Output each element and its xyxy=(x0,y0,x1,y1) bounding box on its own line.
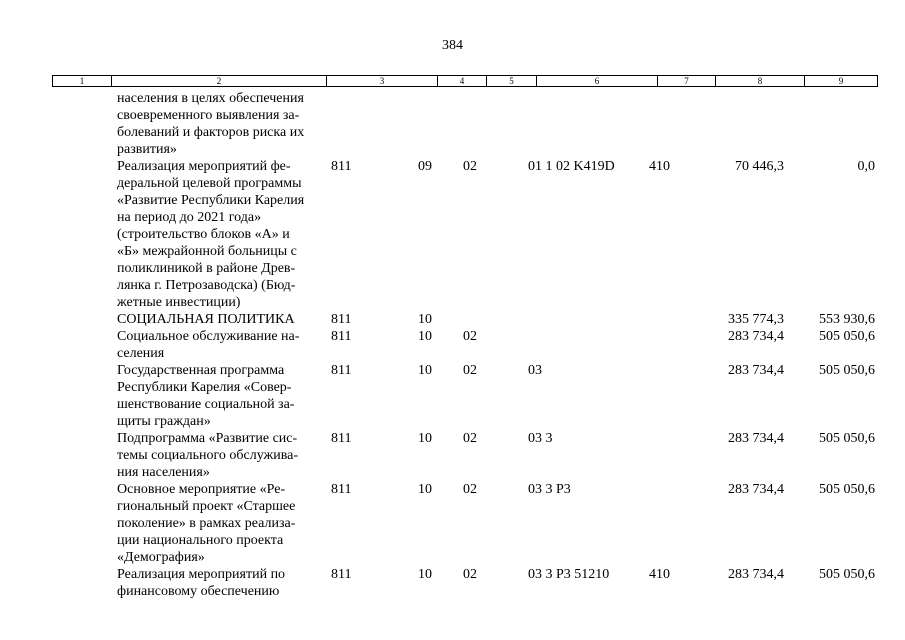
section-code: 09 xyxy=(418,159,432,174)
table-row xyxy=(0,430,905,481)
amount-year-2: 505 050,6 xyxy=(819,431,875,446)
ministry-code: 811 xyxy=(331,159,352,174)
target-article-code: 03 3 P3 51210 xyxy=(528,567,610,582)
table-row xyxy=(0,481,905,566)
amount-year-1: 70 446,3 xyxy=(735,159,784,174)
row-description xyxy=(117,362,322,430)
description-line: Социальное обслуживание на- xyxy=(117,329,300,344)
table-body xyxy=(0,90,905,600)
row-description xyxy=(117,481,322,566)
description-line: (строительство блоков «А» и xyxy=(117,227,290,242)
description-line: Государственная программа xyxy=(117,363,285,378)
description-line: «Демография» xyxy=(117,550,205,565)
ministry-code: 811 xyxy=(331,567,352,582)
ministry-code: 811 xyxy=(331,363,352,378)
description-line: гиональный проект «Старшее xyxy=(117,499,296,514)
description-line: лянка г. Петрозаводска) (Бюд- xyxy=(117,278,296,293)
amount-year-2: 505 050,6 xyxy=(819,329,875,344)
description-line: деральной целевой программы xyxy=(117,176,302,191)
header-col-8: 8 xyxy=(716,76,805,86)
amount-year-1: 283 734,4 xyxy=(728,363,784,378)
ministry-code: 811 xyxy=(331,482,352,497)
header-col-6: 6 xyxy=(537,76,658,86)
amount-year-2: 505 050,6 xyxy=(819,482,875,497)
section-code: 10 xyxy=(418,482,432,497)
section-code: 10 xyxy=(418,312,432,327)
description-line: своевременного выявления за- xyxy=(117,108,300,123)
description-line: «Развитие Республики Карелия xyxy=(117,193,305,208)
table-row xyxy=(0,158,905,311)
description-line: поколение» в рамках реализа- xyxy=(117,516,296,531)
expense-type-code: 410 xyxy=(649,567,670,582)
header-col-2: 2 xyxy=(112,76,327,86)
subsection-code: 02 xyxy=(463,159,477,174)
description-line: ния населения» xyxy=(117,465,210,480)
table-header-row xyxy=(52,75,878,87)
amount-year-2: 553 930,6 xyxy=(819,312,875,327)
target-article-code: 03 3 P3 xyxy=(528,482,571,497)
description-line: финансовому обеспечению xyxy=(117,584,280,599)
target-article-code: 01 1 02 K419D xyxy=(528,159,615,174)
header-col-4: 4 xyxy=(438,76,487,86)
table-row xyxy=(0,328,905,362)
description-line: Реализация мероприятий фе- xyxy=(117,159,291,174)
description-line: поликлиникой в районе Древ- xyxy=(117,261,296,276)
amount-year-2: 0,0 xyxy=(857,159,875,174)
amount-year-2: 505 050,6 xyxy=(819,363,875,378)
description-line: населения в целях обеспечения xyxy=(117,91,304,106)
table-row xyxy=(0,362,905,430)
section-code: 10 xyxy=(418,363,432,378)
amount-year-1: 283 734,4 xyxy=(728,567,784,582)
description-line: щиты граждан» xyxy=(117,414,211,429)
row-description xyxy=(117,311,322,328)
header-col-9: 9 xyxy=(838,76,844,86)
description-line: «Б» межрайонной больницы с xyxy=(117,244,297,259)
description-line: Реализация мероприятий по xyxy=(117,567,286,582)
description-line: Подпрограмма «Развитие сис- xyxy=(117,431,298,446)
description-line: темы социального обслужива- xyxy=(117,448,298,463)
description-line: на период до 2021 года» xyxy=(117,210,262,225)
header-col-3: 3 xyxy=(327,76,438,86)
row-description xyxy=(117,90,322,158)
description-line: Основное мероприятие «Ре- xyxy=(117,482,286,497)
description-line: жетные инвестиции) xyxy=(117,295,241,310)
description-line: шенствование социальной за- xyxy=(117,397,295,412)
subsection-code: 02 xyxy=(463,363,477,378)
amount-year-1: 283 734,4 xyxy=(728,482,784,497)
subsection-code: 02 xyxy=(463,482,477,497)
table-row xyxy=(0,566,905,600)
ministry-code: 811 xyxy=(331,329,352,344)
row-description xyxy=(117,158,322,311)
subsection-code: 02 xyxy=(463,431,477,446)
description-line: болеваний и факторов риска их xyxy=(117,125,305,140)
description-line: Республики Карелия «Совер- xyxy=(117,380,292,395)
target-article-code: 03 3 xyxy=(528,431,553,446)
section-code: 10 xyxy=(418,567,432,582)
description-line: СОЦИАЛЬНАЯ ПОЛИТИКА xyxy=(117,312,295,327)
section-code: 10 xyxy=(418,329,432,344)
row-description xyxy=(117,430,322,481)
target-article-code: 03 xyxy=(528,363,542,378)
amount-year-1: 335 774,3 xyxy=(728,312,784,327)
amount-year-1: 283 734,4 xyxy=(728,329,784,344)
header-col-7: 7 xyxy=(658,76,716,86)
description-line: ции национального проекта xyxy=(117,533,284,548)
row-description xyxy=(117,566,322,600)
header-col-5: 5 xyxy=(487,76,537,86)
subsection-code: 02 xyxy=(463,567,477,582)
description-line: развития» xyxy=(117,142,177,157)
subsection-code: 02 xyxy=(463,329,477,344)
section-code: 10 xyxy=(418,431,432,446)
header-col-1: 1 xyxy=(53,76,112,86)
description-line: селения xyxy=(117,346,165,361)
expense-type-code: 410 xyxy=(649,159,670,174)
table-row xyxy=(0,311,905,328)
row-description xyxy=(117,328,322,362)
page-number: 384 xyxy=(442,38,463,53)
amount-year-2: 505 050,6 xyxy=(819,567,875,582)
table-row xyxy=(0,90,905,158)
ministry-code: 811 xyxy=(331,312,352,327)
ministry-code: 811 xyxy=(331,431,352,446)
amount-year-1: 283 734,4 xyxy=(728,431,784,446)
